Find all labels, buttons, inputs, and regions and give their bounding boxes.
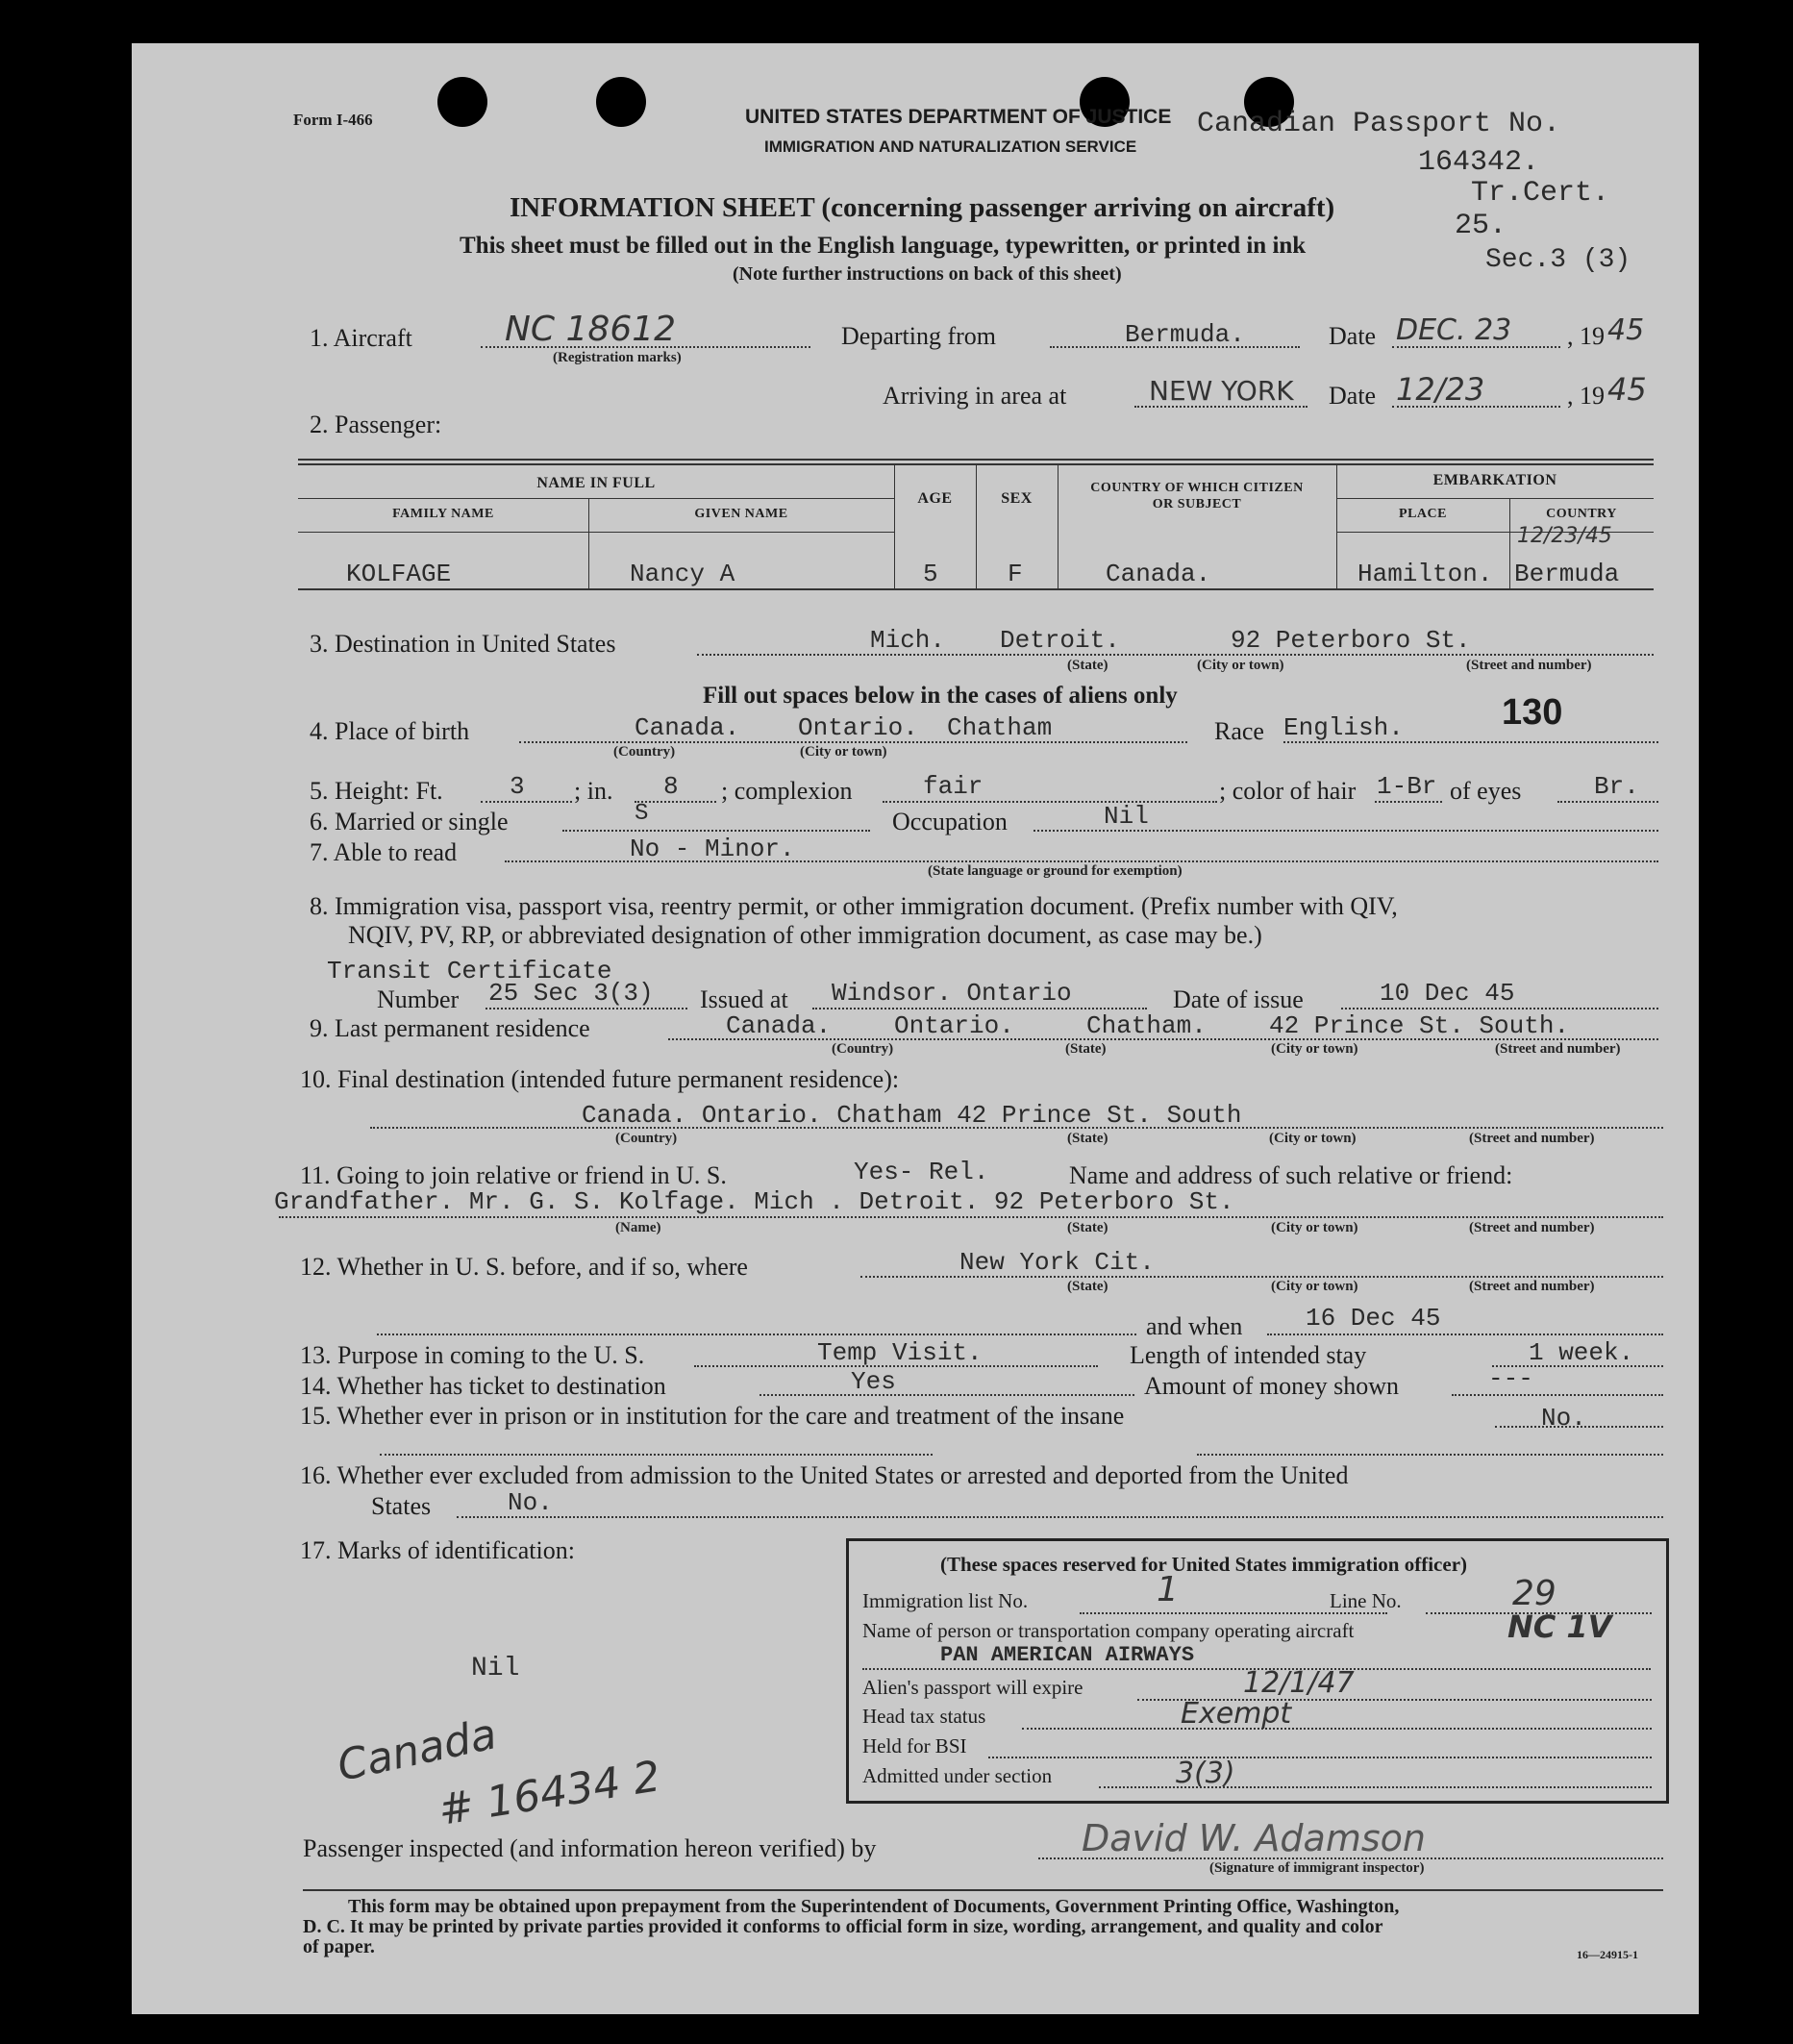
ticket-label: 14. Whether has ticket to destination [300,1372,666,1400]
height-in-label: ; in. [574,777,613,805]
cell-family-name: KOLFAGE [346,560,452,588]
header-embarkation: EMBARKATION [1432,472,1557,488]
held-bsi-label: Held for BSI [862,1734,967,1757]
signature-caption: (Signature of immigrant inspector) [1209,1860,1425,1876]
residence-province-value: Ontario. [894,1011,1014,1040]
marks-label: 17. Marks of identification: [300,1536,575,1564]
departing-year-prefix: , 19 [1567,322,1605,350]
section-stamp: Sec.3 (3) [1485,245,1631,275]
cell-country: Canada. [1106,560,1211,588]
hair-value: 1-Br [1377,772,1437,801]
excluded-label-line2: States [371,1492,432,1520]
final-dest-label: 10. Final destination (intended future permanent residence): [300,1065,900,1093]
header-age: AGE [917,490,953,507]
operator-label: Name of person or transportation company operating aircraft [862,1619,1355,1642]
caption-street: (Street and number) [1466,658,1592,673]
arriving-year-value: 45 [1607,371,1647,408]
cell-age: 5 [923,560,938,588]
marks-handwritten-country: Canada [333,1709,501,1791]
join-relative-value: Grandfather. Mr. G. S. Kolfage. Mich . Detroit. 92 Peterboro St. [274,1187,1234,1216]
caption-city: (City or town) [1271,1220,1358,1235]
cell-sex: F [1008,560,1023,588]
caption-city: (City or town) [1271,1279,1358,1294]
us-before-when-value: 16 Dec 45 [1306,1304,1441,1333]
footer-line2: D. C. It may be printed by private parties provided it conforms to official form in size, wording, arrangement, and quality and color [303,1916,1383,1937]
doc-number-label: Number [377,985,460,1013]
doc-type-value: Transit Certificate [327,957,612,985]
caption-state: (State) [1067,1220,1108,1235]
eyes-value: Br. [1594,772,1639,801]
doc-date-value: 10 Dec 45 [1380,979,1515,1008]
occupation-value: Nil [1104,802,1149,831]
marks-value: Nil [471,1654,520,1683]
us-before-when-label: and when [1146,1312,1243,1340]
passenger-label: 2. Passenger: [310,411,442,438]
cell-given-name: Nancy A [630,560,735,588]
complexion-label: ; complexion [721,777,853,805]
list-no-label: Immigration list No. [862,1589,1029,1612]
caption-street: (Street and number) [1469,1279,1595,1294]
officer-box [846,1538,1669,1804]
stay-value: 1 week. [1529,1338,1634,1367]
arriving-date-value: 12/23 [1396,371,1485,408]
caption-city-town: (City or town) [800,744,887,760]
line-no-value: 29 [1512,1574,1556,1613]
doc-issued-label: Issued at [700,985,788,1013]
cell-embark-country: Bermuda [1514,560,1620,588]
punch-hole [437,77,487,127]
operator-value: PAN AMERICAN AIRWAYS [940,1643,1195,1667]
marks-handwritten-number: # 16434 2 [435,1752,664,1835]
hair-label: ; color of hair [1219,777,1357,805]
inspector-signature: David W. Adamson [1082,1817,1426,1859]
cell-embark-date: 12/23/45 [1517,524,1612,548]
caption-state: (State) [1067,1279,1108,1294]
passport-number: 164342. [1418,146,1540,179]
occupation-label: Occupation [892,808,1008,835]
line-no-label: Line No. [1330,1589,1402,1612]
destination-street-value: 92 Peterboro St. [1231,626,1471,655]
read-value: No - Minor. [630,835,795,863]
caption-country: (Country) [832,1041,894,1057]
excluded-label-line1: 16. Whether ever excluded from admission to the United States or arrested and deported from the United [300,1461,1349,1489]
departing-value: Bermuda. [1125,320,1245,349]
ticket-value: Yes [851,1367,896,1396]
passport-annotation: Canadian Passport No. [1197,108,1561,140]
caption-name: (Name) [615,1220,661,1235]
header-country: COUNTRY [1546,507,1617,521]
service-title: IMMIGRATION AND NATURALIZATION SERVICE [764,137,1137,156]
race-value: English. [1283,713,1404,742]
married-label: 6. Married or single [310,808,509,835]
operator-handwritten: NC 1V [1507,1608,1612,1645]
transit-cert-number: 25. [1455,210,1507,242]
punch-hole [596,77,646,127]
inspected-label: Passenger inspected (and information hereon verified) by [303,1834,877,1862]
footer-line3: of paper. [303,1936,375,1957]
doc-date-label: Date of issue [1173,985,1304,1013]
birth-city-value: Chatham [947,713,1053,742]
arriving-label: Arriving in area at [883,382,1067,410]
height-in-value: 8 [663,772,679,801]
race-label: Race [1214,717,1264,745]
header-country-citizen: COUNTRY OF WHICH CITIZEN [1090,481,1304,495]
excluded-value: No. [508,1488,553,1517]
caption-state: (State) [1067,658,1108,673]
birth-label: 4. Place of birth [310,717,470,745]
departing-year-value: 45 [1607,313,1645,347]
residence-city-value: Chatham. [1086,1011,1207,1040]
print-code: 16—24915-1 [1577,1948,1638,1961]
footer-line1: This form may be obtained upon prepayment from the Superintendent of Documents, Government Printing Office, Washington, [348,1896,1400,1917]
sheet-title: INFORMATION SHEET (concerning passenger arriving on aircraft) [510,192,1335,223]
doc-label-line1: 8. Immigration visa, passport visa, reentry permit, or other immigration document. (Prefix number with QIV, [310,892,1398,920]
head-tax-label: Head tax status [862,1705,986,1728]
arriving-value: NEW YORK [1149,375,1294,407]
doc-label-line2: NQIV, PV, RP, or abbreviated designation of other immigration document, as case may be.) [348,921,1262,949]
cell-place: Hamilton. [1357,560,1493,588]
stay-label: Length of intended stay [1130,1341,1367,1369]
birth-country-value: Canada. [635,713,740,742]
purpose-label: 13. Purpose in coming to the U. S. [300,1341,645,1369]
aircraft-value: NC 18612 [505,310,677,349]
header-given-name: GIVEN NAME [694,507,788,521]
residence-label: 9. Last permanent residence [310,1014,590,1042]
header-family-name: FAMILY NAME [392,507,494,521]
destination-state-value: Mich. [870,626,946,655]
passport-expire-label: Alien's passport will expire [862,1676,1083,1699]
head-tax-value: Exempt [1181,1697,1292,1731]
prison-label: 15. Whether ever in prison or in institution for the care and treatment of the insane [300,1402,1125,1430]
form-number: Form I-466 [293,111,373,129]
header-name-in-full: NAME IN FULL [536,475,656,491]
header-place: PLACE [1399,507,1447,521]
caption-street: (Street and number) [1469,1131,1595,1146]
birth-province-value: Ontario. [798,713,918,742]
height-label: 5. Height: Ft. [310,777,443,805]
officer-box-title: (These spaces reserved for United States immigration officer) [940,1553,1468,1576]
eyes-label: of eyes [1450,777,1522,805]
read-caption: (State language or ground for exemption) [928,863,1183,879]
sheet-note: (Note further instructions on back of this sheet) [733,263,1122,285]
list-no-value: 1 [1157,1570,1179,1609]
passport-expire-value: 12/1/47 [1243,1666,1355,1700]
join-label: 11. Going to join relative or friend in U. S. [300,1161,727,1189]
arriving-date-label: Date [1329,382,1377,410]
caption-state: (State) [1067,1131,1108,1146]
header-country-citizen-2: OR SUBJECT [1152,497,1242,511]
caption-country: (Country) [613,744,676,760]
caption-street: (Street and number) [1469,1220,1595,1235]
residence-country-value: Canada. [726,1011,832,1040]
doc-issued-value: Windsor. Ontario [832,979,1072,1008]
money-label: Amount of money shown [1144,1372,1400,1400]
final-dest-value: Canada. Ontario. Chatham 42 Prince St. South [582,1101,1242,1130]
us-before-label: 12. Whether in U. S. before, and if so, where [300,1253,748,1281]
stamp-number: 130 [1502,692,1563,733]
doc-number-value: 25 Sec 3(3) [488,979,654,1008]
us-before-value: New York Cit. [959,1248,1155,1277]
money-value: --- [1488,1364,1533,1393]
sheet-instruction: This sheet must be filled out in the English language, typewritten, or printed in ink [460,233,1307,259]
admitted-value: 3(3) [1176,1757,1235,1790]
arriving-year-prefix: , 19 [1567,382,1605,410]
aliens-only-heading: Fill out spaces below in the cases of aliens only [703,683,1178,709]
admitted-label: Admitted under section [862,1764,1053,1787]
destination-city-value: Detroit. [1000,626,1120,655]
read-label: 7. Able to read [310,838,458,866]
transit-cert-label: Tr.Cert. [1471,177,1610,210]
prison-value: No. [1541,1404,1586,1433]
aircraft-label: 1. Aircraft [310,324,412,352]
destination-label: 3. Destination in United States [310,630,616,658]
department-title: UNITED STATES DEPARTMENT OF JUSTICE [745,106,1172,128]
join-value: Yes- Rel. [854,1158,989,1186]
join-name-address-label: Name and address of such relative or friend: [1069,1161,1513,1189]
height-ft-value: 3 [510,772,525,801]
caption-state: (State) [1065,1041,1107,1057]
married-value: S [635,801,649,827]
departing-date-value: DEC. 23 [1396,313,1512,347]
caption-street: (Street and number) [1495,1041,1621,1057]
caption-city: (City or town) [1269,1131,1357,1146]
purpose-value: Temp Visit. [817,1338,983,1367]
departing-date-label: Date [1329,322,1377,350]
caption-city: (City or town) [1197,658,1284,673]
caption-country: (Country) [615,1131,678,1146]
departing-label: Departing from [841,322,997,350]
header-sex: SEX [1001,490,1033,507]
caption-city: (City or town) [1271,1041,1358,1057]
aircraft-caption: (Registration marks) [553,350,682,365]
residence-street-value: 42 Prince St. South. [1269,1011,1570,1040]
complexion-value: fair [923,772,984,801]
